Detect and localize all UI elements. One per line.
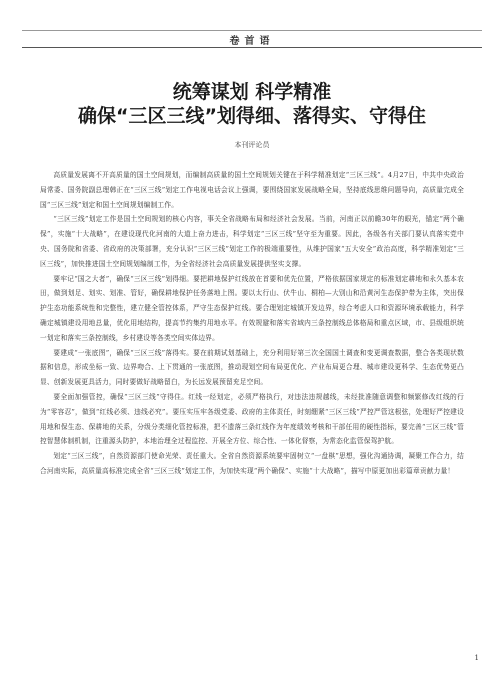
article-author: 本刊评论员: [234, 141, 270, 149]
paragraph: 要全面加强管控，确保“三区三线”守得住。红线一经划定，必须严格执行，对违法违规越线，未经批准随意调整和频繁修改红线的行为“零容忍”，做到“红线必须、违线必究”。要压实压牢各级党委、政府的主体责任，时刻绷紧“三区三线”严控严管这根弦，处理好严控建设用地和保生态、保耕地的关系，分级分类细化管控标准，把不遗落三条红线作为年度绩效考核和干部任用的硬性指标，要完善“三区三线”管控智慧体制机制，注重源头防护，本地治理全过程监控、开展全方位、综合性、一体化督察，为常态化监管保驾护航。: [40, 392, 464, 446]
column-header: [22, 30, 482, 48]
article-title: 统筹谋划 科学精准: [172, 81, 332, 103]
column-label: 卷首语: [224, 32, 281, 47]
paragraph: 划定“三区三线”，自然资源部门使命光荣、责任重大。全省自然资源系统要牢固树立“一盘棋”思想，强化沟通协调，凝聚工作合力，结合河南实际，高质量高标准完成全省“三区三线”划定工作，为加快实现“两个确保”、实施“十大战略”，描写中原更加出彩篇章贡献力量！: [40, 452, 464, 475]
paragraph: 要建成“一张底图”，确保“三区三线”落得实。要在前期试划基础上，充分利用好第三次全国国土调查和变更调查数据，整合各类现状数据和信息，形成坐标一致、边界吻合、上下贯通的一张底图，推动现划空间布局更优化、产业布局更合理、城市建设更科学、生态优势更凸显、创新发展更具活力，同时要做好战略留白，为长远发展预留充足空间。: [40, 348, 464, 387]
page-number: 1: [474, 654, 479, 662]
paragraph: “三区三线”划定工作是国土空间规划的核心内容，事关全省战略布局和经济社会发展。当前，河南正以前瞻30年的眼光，锚定“两个确保”，实施“十大战略”，在建设现代化河南的大道上奋力进击，科学划定“三区三线”坚守至为重要。因此，各级各有关部门要认真落实党中央、国务院和省委、省政府的决策部署，充分认识“三区三线”划定工作的极端重要性，从维护国家“五大安全”政治高度，科学精准划定“三区三线”，加快推进国土空间规划编制工作，为全省经济社会高质量发展提供坚实支撑。: [40, 215, 464, 268]
article-subtitle: 确保“三区三线”划得细、落得实、守得住: [78, 105, 426, 127]
header-bottom-rule: [22, 47, 482, 48]
paragraph: 高质量发展离不开高质量的国土空间规划，而编制高质量的国土空间规划关键在于科学精准划定“三区三线”。4月27日，中共中央政治局常委、国务院副总理韩正在“三区三线”划定工作电视电话会议上强调，要围绕国家发展战略全局，坚持底线思维问题导向，高质量完成全国“三区三线”划定和国土空间规划编制工作。: [40, 171, 464, 209]
paragraph: 要牢记“国之大者”，确保“三区三线”划得细。要把耕地保护红线放在首要和优先位置，严格依据国家规定的标准划定耕地和永久基本农田，做到划足、划实、划准、管好，确保耕地保护任务落地上图。要以太行山、伏牛山、桐柏—大别山和沿黄河生态保护带为主体，突出保护生态功能系统性和完整性，建立健全管控体系，严守生态保护红线。要合理划定城镇开发边界，综合考虑人口和资源环境承载能力，科学确定城镇建设用地总量，优化用地结构，提高节约集约用地水平。有效规避和落实省域内三条控制线总体格局和重点区域，市、县级组织统一划定和落实三条控制线，乡村建设等各类空间实体边界。: [40, 274, 464, 342]
article: [40, 80, 464, 479]
article-body: [40, 168, 464, 479]
